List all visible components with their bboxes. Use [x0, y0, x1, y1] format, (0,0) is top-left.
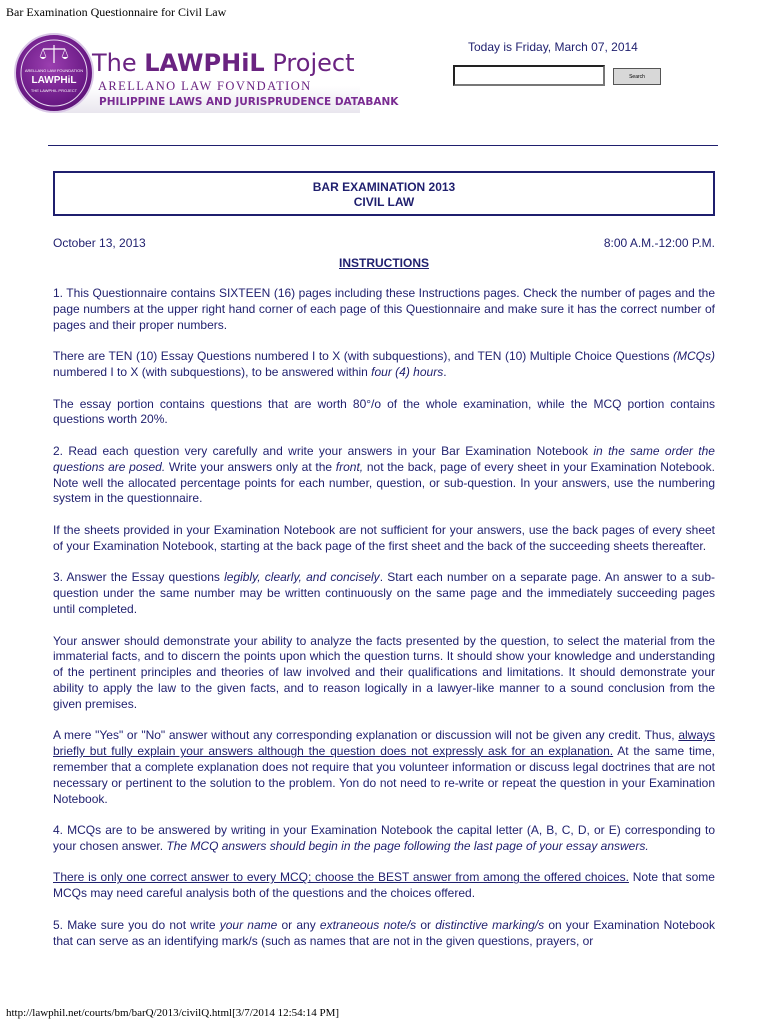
today-date: Today is Friday, March 07, 2014 [468, 40, 638, 54]
instructions-body [53, 286, 715, 965]
paragraph: If the sheets provided in your Examination Notebook are not sufficient for your answers, use the back pages of every sheet of your Examination Notebook, starting at the back page of the first sheet and the back of the succeeding sheets thereafter. [53, 522, 715, 553]
header-divider [48, 145, 718, 146]
paragraph: There is only one correct answer to every MCQ; choose the BEST answer from among the offered choices. Note that some MCQs may need careful analysis both of the questions and the choices offered. [53, 870, 715, 901]
exam-header-box [53, 171, 715, 216]
logo-tagline: PHILIPPINE LAWS AND JURISPRUDENCE DATABANK [99, 96, 399, 108]
exam-title: BAR EXAMINATION 2013 [312, 180, 456, 194]
paragraph: A mere "Yes" or "No" answer without any corresponding explanation or discussion will not be given any credit. Thus, always briefly but fully explain your answers although the question does not expressly ask for an explanation. At the same time, remember that a complete explanation does not require that you volunteer information or discuss legal doctrines that are not necessary or pertinent to the solution to the problem. Yon do not need to re-write or repeat the question in your Examination Notebook. [53, 728, 715, 806]
paragraph: Your answer should demonstrate your ability to analyze the facts presented by the question, to select the material from the immaterial facts, and to discern the points upon which the question turns. It should show your knowledge and understanding of the pertinent principles and theories of law involved and their qualifications and limitations. It should demonstrate your ability to apply the law to the given facts, and to reason logically in a lawyer-like manner to a sound conclusion from the given premises. [53, 633, 715, 711]
paragraph: There are TEN (10) Essay Questions numbered I to X (with subquestions), and TEN (10) Multiple Choice Questions (MCQs) numbered I to X (with subquestions), to be answered within four (4) hours. [53, 349, 715, 379]
seal-bottom-text: THE LAWPHIL PROJECT [30, 88, 78, 93]
logo-foundation: ARELLANO LAW FOVNDATION [98, 79, 312, 93]
paragraph: 2. Read each question very carefully and write your answers in your Bar Examination Notebook in the same order the questions are posed. Write your answers only at the front, not the back, page of every sheet in your Examination Notebook. Note well the allocated percentage points for each number, question, or sub-question. In your answers, use the numbering system in the questionnaire. [53, 443, 715, 506]
paragraph: 4. MCQs are to be answered by writing in your Examination Notebook the capital letter (A, B, C, D, or E) corresponding to your chosen answer. The MCQ answers should begin in the page following the last page of your essay answers. [53, 823, 715, 853]
lawphil-logo[interactable] [14, 33, 399, 115]
lawphil-seal-icon [14, 33, 94, 113]
logo-title: The LAWPHiL Project [92, 49, 355, 77]
search-input[interactable] [453, 65, 605, 86]
search-button[interactable]: Search [613, 68, 661, 85]
paragraph: 3. Answer the Essay questions legibly, clearly, and concisely. Start each number on a separate page. An answer to a sub-question under the same number may be written continuously on the same page and the immediately succeeding pages until completed. [53, 570, 715, 616]
scales-of-justice-icon [16, 35, 92, 111]
exam-subject: CIVIL LAW [353, 195, 415, 209]
print-page-url: http://lawphil.net/courts/bm/barQ/2013/civilQ.html[3/7/2014 12:54:14 PM] [6, 1007, 340, 1019]
paragraph: 1. This Questionnaire contains SIXTEEN (16) pages including these Instructions pages. Check the number of pages and the page numbers at the upper right hand corner of each page of this Questionnaire and make sure it has the correct number of pages and their proper numbers. [53, 286, 715, 332]
paragraph: The essay portion contains questions that are worth 80°/o of the whole examination, while the MCQ portion contains questions worth 20%. [53, 396, 715, 427]
print-page-title: Bar Examination Questionnaire for Civil Law [6, 5, 227, 19]
instructions-heading: INSTRUCTIONS [339, 256, 429, 270]
exam-date: October 13, 2013 [53, 236, 146, 250]
seal-top-text: ARELLANO LAW FOUNDATION [24, 68, 84, 73]
paragraph: 5. Make sure you do not write your name or any extraneous note/s or distinctive marking/s on your Examination Notebook that can serve as an identifying mark/s (such as names that are not in the given questions, prayers, or [53, 917, 715, 948]
seal-main-text: LAWPHiL [31, 75, 77, 86]
logo-brand: LAWPHiL [144, 49, 265, 77]
exam-time: 8:00 A.M.-12:00 P.M. [603, 236, 715, 250]
